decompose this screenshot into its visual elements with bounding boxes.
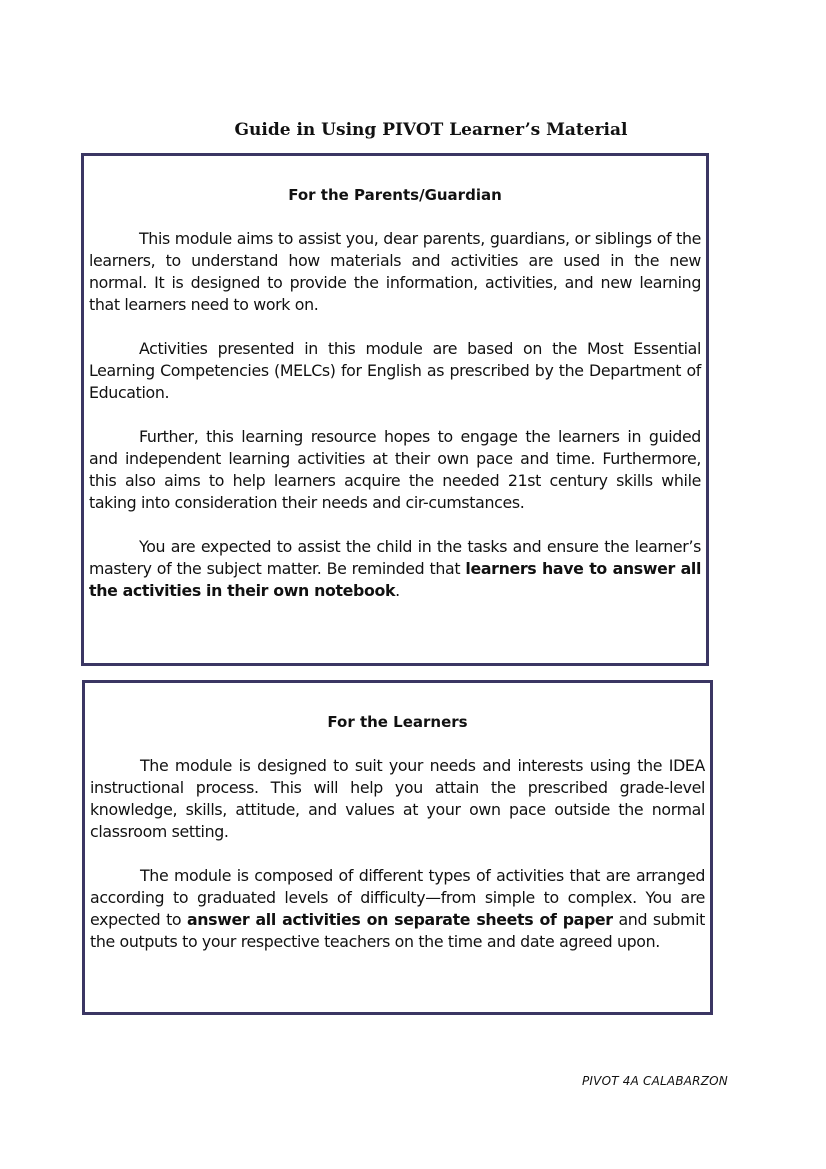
learners-paragraph-2-emphasis: answer all activities on separate sheets of paper: [186, 910, 613, 929]
learners-heading: For the Learners: [327, 713, 468, 731]
learners-content: [90, 711, 705, 975]
parents-paragraph-4-emphasis: learners have to answer all the activities in their own notebook: [89, 559, 702, 600]
learners-paragraph-2-tail: and submit the outputs to your respective teachers on the time and date agreed upon.: [90, 910, 705, 951]
parents-paragraph-1: This module aims to assist you, dear parents, guardians, or siblings of the learners, to understand how materials and activities are used in the new normal. It is designed to provide the information, activities, and new learning that learners need to work on.: [89, 229, 701, 314]
parents-guardian-box: [81, 153, 709, 666]
parents-guardian-content: [89, 184, 701, 624]
learners-paragraph-2-lead: The module is composed of different types of activities that are arranged according to graduated levels of difficulty—from simple to complex. You are expected to: [90, 866, 705, 929]
parents-paragraph-3: Further, this learning resource hopes to engage the learners in guided and independent learning activities at their own pace and time. Furthermore, this also aims to help learners acquire the needed 21st century skills while taking into consideration their needs and cir-cumstances.: [89, 427, 701, 512]
page-footer: PIVOT 4A CALABARZON: [582, 1074, 728, 1088]
parents-paragraph-4-tail: .: [395, 581, 400, 600]
page-title: Guide in Using PIVOT Learner’s Material: [234, 120, 628, 140]
parents-guardian-heading: For the Parents/Guardian: [288, 186, 502, 204]
learners-paragraph-1: The module is designed to suit your needs and interests using the IDEA instructional process. This will help you attain the prescribed grade-level knowledge, skills, attitude, and values at your own pace outside the normal classroom setting.: [90, 756, 705, 841]
learners-box: [82, 680, 713, 1015]
parents-paragraph-2: Activities presented in this module are based on the Most Essential Learning Competencies (MELCs) for English as prescribed by the Department of Education.: [89, 339, 701, 402]
parents-paragraph-4-lead: You are expected to assist the child in the tasks and ensure the learner’s mastery of the subject matter. Be reminded that: [89, 537, 701, 578]
parents-paragraph-4: [89, 536, 701, 602]
learners-paragraph-2: [90, 865, 705, 953]
